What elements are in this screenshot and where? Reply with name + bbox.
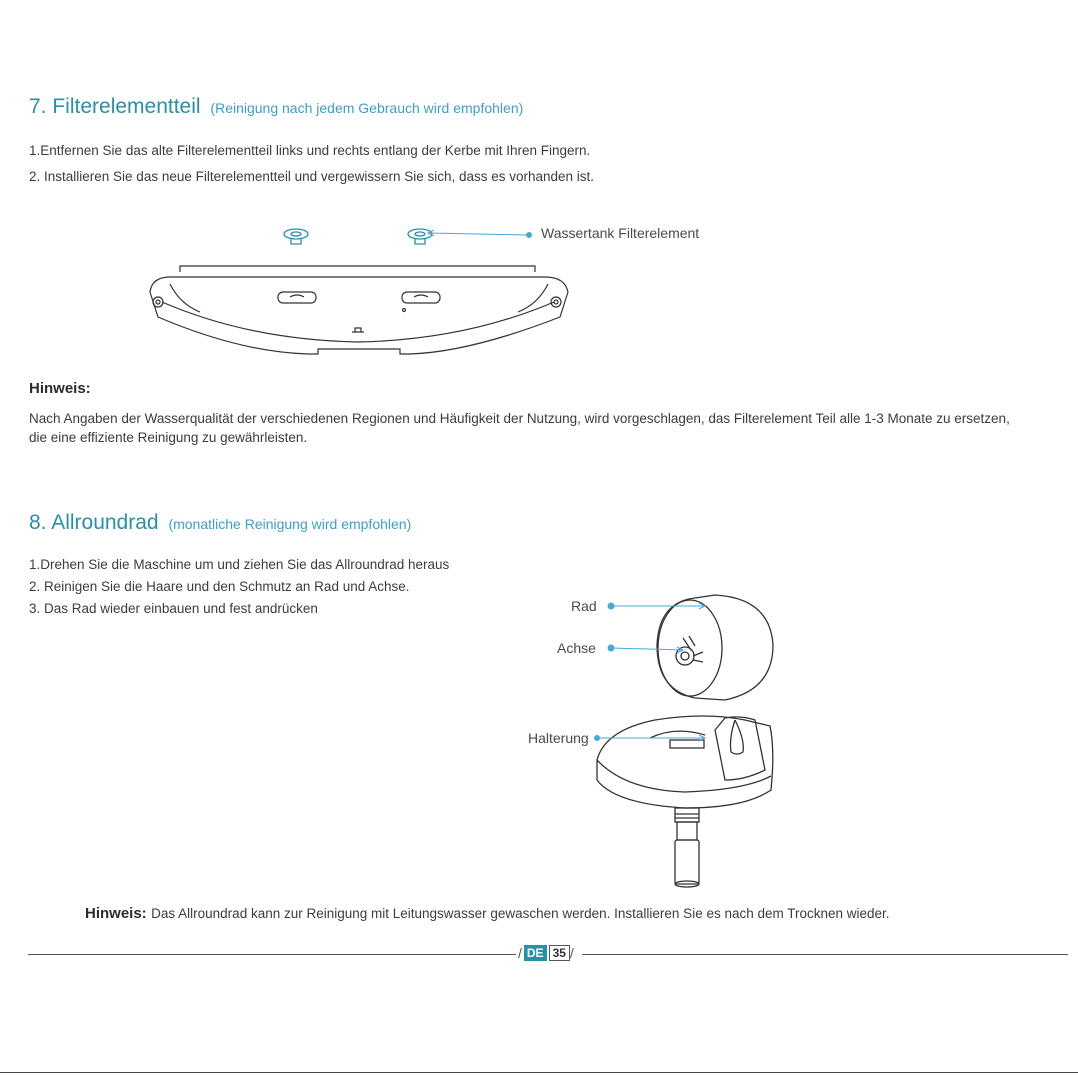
callout-label-filter: Wassertank Filterelement: [541, 225, 700, 241]
callout-arrow: [420, 226, 540, 240]
note-heading-8: Hinweis:: [85, 905, 147, 922]
footer-rule-left: [28, 954, 516, 955]
note-text-8: Das Allroundrad kann zur Reinigung mit Leitungswasser gewaschen werden. Installieren Sie es nach dem Trocknen wieder.: [151, 906, 890, 921]
section-7-subtitle: (Reinigung nach jedem Gebrauch wird empfohlen): [210, 100, 524, 116]
water-tank-illustration: [140, 222, 580, 362]
section-7-title: [29, 95, 523, 119]
page-number: 35: [549, 945, 570, 961]
note-text-7: Nach Angaben der Wasserqualität der verschiedenen Regionen und Häufigkeit der Nutzung, wird vorgeschlagen, das Filterelement Teil alle 1-3 Monate zu ersetzen, die eine effiziente Reinigung zu gewährleisten.: [29, 411, 1010, 445]
section-7-step-2: 2. Installieren Sie das neue Filterelementteil und vergewissern Sie sich, dass es vorhanden ist.: [29, 169, 595, 184]
label-rad: Rad: [571, 598, 597, 614]
section-8-heading: 8. Allroundrad: [29, 511, 159, 534]
label-halterung: Halterung: [528, 730, 589, 746]
section-8-step-1: 1.Drehen Sie die Maschine um und ziehen Sie das Allroundrad heraus: [29, 557, 450, 572]
page-number-badge: / DE 35 /: [518, 945, 574, 961]
section-8-title: [29, 511, 411, 535]
label-achse: Achse: [557, 640, 596, 656]
section-8-step-2: 2. Reinigen Sie die Haare und den Schmutz an Rad und Achse.: [29, 579, 410, 594]
footer-rule-right: [582, 954, 1068, 955]
note-heading-7: Hinweis:: [29, 380, 91, 397]
page-edge: [0, 1072, 1078, 1073]
note-8: [85, 905, 890, 923]
section-7-heading: 7. Filterelementteil: [29, 95, 201, 118]
filter-element-left: [284, 229, 308, 244]
halterung-callout: [535, 734, 605, 744]
section-7-step-1: 1.Entfernen Sie das alte Filterelementteil links und rechts entlang der Kerbe mit Ihren Fingern.: [29, 143, 591, 158]
section-8-step-3: 3. Das Rad wieder einbauen und fest andrücken: [29, 601, 318, 616]
language-badge: DE: [524, 945, 547, 961]
section-8-subtitle: (monatliche Reinigung wird empfohlen): [168, 516, 412, 532]
wheel-illustration: [595, 590, 785, 890]
